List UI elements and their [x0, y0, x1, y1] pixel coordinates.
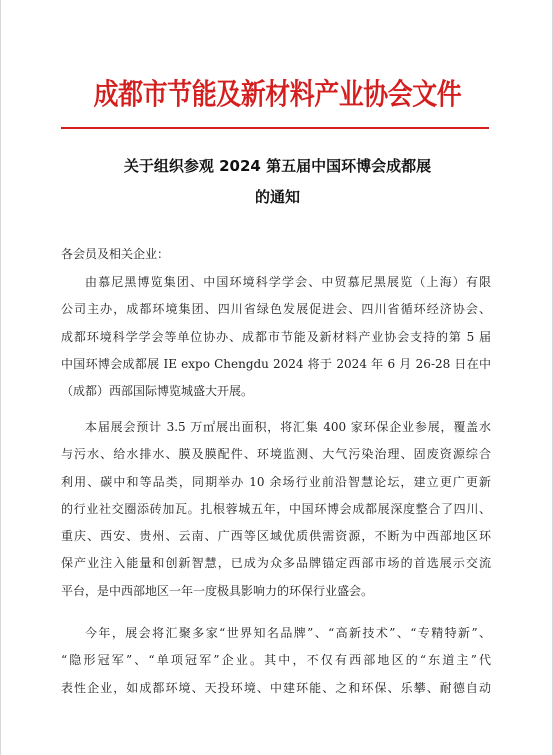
paragraph-line: （成都）西部国际博览城盛大开展。 — [61, 384, 254, 399]
paragraph-line: 与污水、给水排水、膜及膜配件、环境监测、大气污染治理、固废资源综合 — [61, 447, 491, 462]
header-red-rule — [61, 127, 489, 129]
paragraph-line: 平台，是中西部地区一年一度极具影响力的环保行业盛会。 — [61, 583, 374, 598]
paragraph-line: 的行业社交圈添砖加瓦。扎根蓉城五年，中国环博会成都展深度整合了四川、 — [61, 501, 491, 516]
paragraph-line: 公司主办，成都环境集团、四川省绿色发展促进会、四川省循环经济协会、 — [61, 302, 491, 317]
paragraph-line: 保产业注入能量和创新智慧，已成为众多品牌锚定西部市场的首选展示交流 — [61, 556, 491, 571]
paragraph-line: 本届展会预计 3.5 万㎡展出面积，将汇集 400 家环保企业参展，覆盖水 — [85, 420, 491, 434]
paragraph-line: 成都环境科学学会等单位协办、成都市节能及新材料产业协会支持的第 5 届 — [61, 329, 491, 344]
notice-title-line-1: 关于组织参观 2024 第五届中国环博会成都展 — [123, 157, 432, 175]
paragraph-line: 表性企业，如成都环境、天投环境、中建环能、之和环保、乐攀、耐德自动 — [61, 680, 491, 695]
paragraph-3 — [61, 620, 491, 702]
paragraph-line: 今年，展会将汇聚多家“世界知名品牌”、“高新技术”、“专精特新”、 — [85, 626, 491, 640]
paragraph-line: 由慕尼黑博览集团、中国环境科学学会、中贸慕尼黑展览（上海）有限 — [85, 275, 491, 289]
paragraph-line: 重庆、西安、贵州、云南、广西等区域优质供需资源，不断为中西部地区环 — [61, 529, 491, 544]
paragraph-1 — [61, 269, 491, 405]
org-header-title — [40, 72, 516, 113]
salutation: 各会员及相关企业： — [61, 247, 170, 261]
notice-title-line-2: 的通知 — [254, 188, 300, 206]
paragraph-line: “隐形冠军”、“单项冠军”企业。其中，不仅有西部地区的“东道主”代 — [61, 653, 491, 668]
org-header-text: 成都市节能及新材料产业协会文件 — [93, 77, 462, 111]
paragraph-2 — [61, 414, 491, 605]
paragraph-line: 利用、碳中和等品类，同期举办 10 余场行业前沿智慧论坛，建立更广更新 — [61, 474, 491, 489]
paragraph-line: 中国环博会成都展 IE expo Chengdu 2024 将于 2024 年 6 月 26-28 日在中 — [61, 356, 491, 371]
